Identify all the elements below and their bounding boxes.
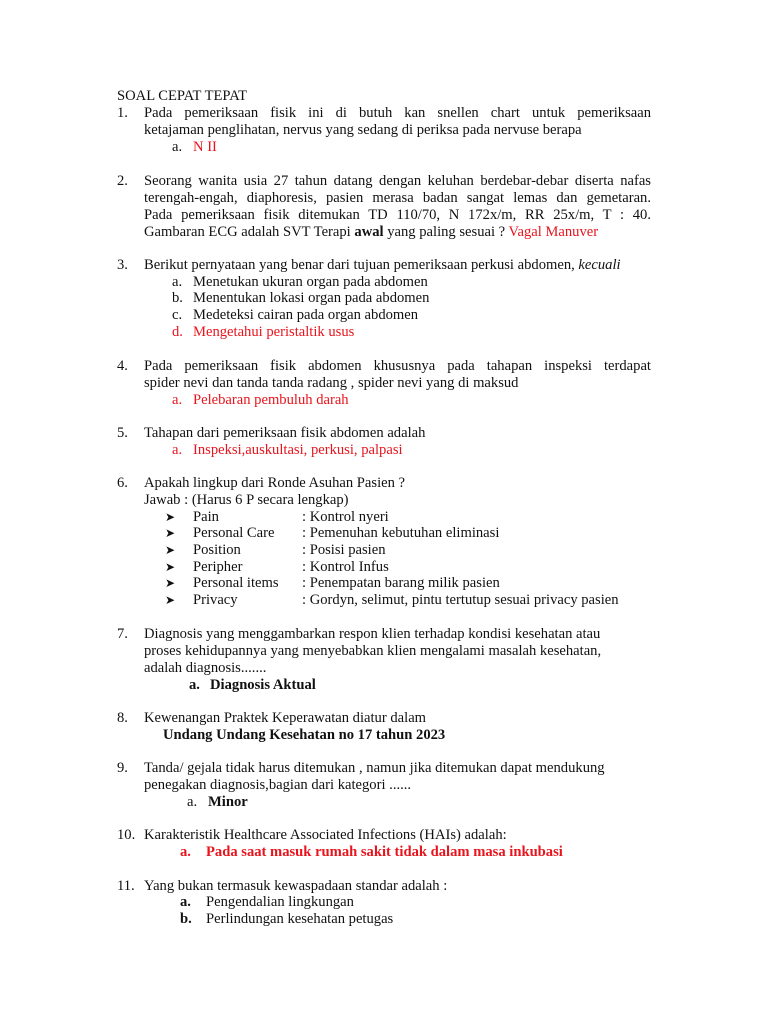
scope-term: Privacy — [193, 592, 238, 608]
question-11-option-b: Perlindungan kesehatan petugas — [206, 911, 394, 927]
scope-term: Pain — [193, 509, 219, 525]
question-10-answer: Pada saat masuk rumah sakit tidak dalam masa inkubasi — [206, 844, 563, 860]
question-10-answer-label: a. — [180, 844, 191, 860]
question-1-answer: N II — [193, 139, 217, 155]
question-9-line-2: penegakan diagnosis,bagian dari kategori ...... — [144, 777, 412, 793]
question-9-answer: Minor — [208, 794, 248, 810]
question-1-line-1: Pada pemeriksaan fisik ini di butuh kan snellen chart untuk pemeriksaan — [144, 105, 651, 121]
question-2-line-4 — [144, 224, 598, 241]
question-7-answer: Diagnosis Aktual — [210, 677, 316, 693]
question-9-answer-label: a. — [187, 794, 198, 810]
scope-term: Personal Care — [193, 525, 275, 541]
arrowhead-bullet-icon: ➤ — [165, 543, 176, 557]
question-2-line-3: Pada pemeriksaan fisik ditemukan TD 110/70, N 172x/m, RR 25x/m, T : 40. — [144, 207, 651, 223]
question-3-option-d-label: d. — [172, 324, 183, 340]
arrowhead-bullet-icon: ➤ — [165, 593, 176, 607]
question-4-answer-label: a. — [172, 392, 183, 408]
question-3-option-b: Menentukan lokasi organ pada abdomen — [193, 290, 430, 306]
question-7-line-2: proses kehidupannya yang menyebabkan klien mengalami masalah kesehatan, — [144, 643, 602, 659]
question-3-option-d: Mengetahui peristaltik usus — [193, 324, 355, 340]
question-8-answer: Undang Undang Kesehatan no 17 tahun 2023 — [163, 727, 446, 743]
question-6-number: 6. — [117, 475, 128, 491]
question-3-option-a-label: a. — [172, 274, 183, 290]
question-1-line-2: ketajaman penglihatan, nervus yang sedang di periksa pada nervuse berapa — [144, 122, 582, 138]
question-3-option-a: Menetukan ukuran organ pada abdomen — [193, 274, 428, 290]
scope-description: : Gordyn, selimut, pintu tertutup sesuai privacy pasien — [302, 592, 619, 608]
question-7-line-3: adalah diagnosis....... — [144, 660, 267, 676]
question-4-line-1: Pada pemeriksaan fisik abdomen khususnya pada tahapan inspeksi terdapat — [144, 358, 651, 374]
question-5-answer: Inspeksi,auskultasi, perkusi, palpasi — [193, 442, 403, 458]
question-2-text-a: Gambaran ECG adalah SVT Terapi — [144, 224, 355, 240]
arrowhead-bullet-icon: ➤ — [165, 526, 176, 540]
question-11-number: 11. — [117, 878, 135, 894]
question-6-line-1: Apakah lingkup dari Ronde Asuhan Pasien ? — [144, 475, 406, 491]
scope-description: : Pemenuhan kebutuhan eliminasi — [302, 525, 500, 541]
question-4-line-2: spider nevi dan tanda tanda radang , spider nevi yang di maksud — [144, 375, 519, 391]
question-10-line-1: Karakteristik Healthcare Associated Infections (HAIs) adalah: — [144, 827, 507, 843]
question-3-number: 3. — [117, 257, 128, 273]
question-6-answer-intro: Jawab : (Harus 6 P secara lengkap) — [144, 492, 349, 508]
question-7-answer-label: a. — [189, 677, 200, 693]
question-4-number: 4. — [117, 358, 128, 374]
arrowhead-bullet-icon: ➤ — [165, 510, 176, 524]
scope-description: : Posisi pasien — [302, 542, 386, 558]
question-7-line-1: Diagnosis yang menggambarkan respon klien terhadap kondisi kesehatan atau — [144, 626, 601, 642]
question-3-line-1 — [144, 257, 621, 274]
question-9-number: 9. — [117, 760, 128, 776]
question-11-option-b-label: b. — [180, 911, 192, 927]
question-8-line-1: Kewenangan Praktek Keperawatan diatur dalam — [144, 710, 427, 726]
document-title: SOAL CEPAT TEPAT — [117, 88, 248, 104]
scope-description: : Kontrol nyeri — [302, 509, 389, 525]
question-2-line-1: Seorang wanita usia 27 tahun datang dengan keluhan berdebar-debar diserta nafas — [144, 173, 651, 189]
arrowhead-bullet-icon: ➤ — [165, 560, 176, 574]
question-10-number: 10. — [117, 827, 136, 843]
scope-term: Position — [193, 542, 241, 558]
question-4-answer: Pelebaran pembuluh darah — [193, 392, 349, 408]
question-2-number: 2. — [117, 173, 128, 189]
question-7-number: 7. — [117, 626, 128, 642]
question-2-line-2: terengah-engah, diaphoresis, pasien merasa badan sangat lemas dan gemetaran. — [144, 190, 651, 206]
scope-description: : Kontrol Infus — [302, 559, 389, 575]
scope-description: : Penempatan barang milik pasien — [302, 575, 500, 591]
question-5-line-1: Tahapan dari pemeriksaan fisik abdomen adalah — [144, 425, 426, 441]
question-1-answer-label: a. — [172, 139, 183, 155]
question-11-option-a: Pengendalian lingkungan — [206, 894, 354, 910]
question-2-text-c: yang paling sesuai ? — [383, 224, 509, 240]
question-3-italic-word: kecuali — [578, 257, 621, 273]
question-3-option-c-label: c. — [172, 307, 183, 323]
question-3-option-c: Medeteksi cairan pada organ abdomen — [193, 307, 419, 323]
question-11-line-1: Yang bukan termasuk kewaspadaan standar adalah : — [144, 878, 448, 894]
question-9-line-1: Tanda/ gejala tidak harus ditemukan , namun jika ditemukan dapat mendukung — [144, 760, 605, 776]
question-5-answer-label: a. — [172, 442, 183, 458]
arrowhead-bullet-icon: ➤ — [165, 576, 176, 590]
question-8-number: 8. — [117, 710, 128, 726]
question-5-number: 5. — [117, 425, 128, 441]
question-3-option-b-label: b. — [172, 290, 183, 306]
scope-term: Personal items — [193, 575, 279, 591]
question-11-option-a-label: a. — [180, 894, 191, 910]
question-3-text: Berikut pernyataan yang benar dari tujuan pemeriksaan perkusi abdomen, — [144, 257, 579, 273]
question-1-number: 1. — [117, 105, 128, 121]
question-2-answer: Vagal Manuver — [508, 224, 599, 240]
scope-term: Peripher — [193, 559, 243, 575]
question-2-bold-word: awal — [354, 224, 384, 240]
